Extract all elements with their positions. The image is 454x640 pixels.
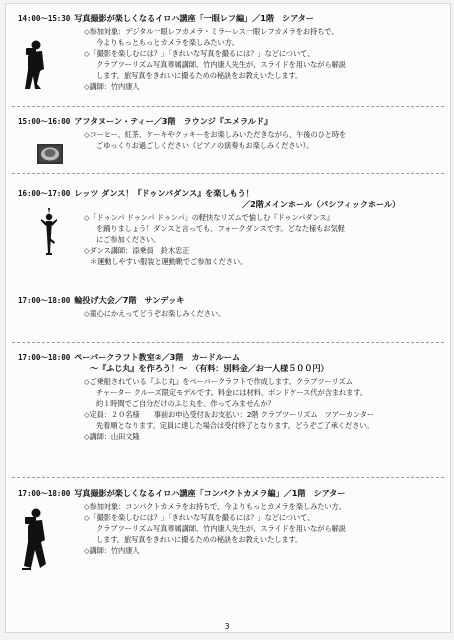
event-heading bbox=[18, 352, 240, 363]
event-time: 17:00～18:00 bbox=[18, 296, 71, 305]
section-divider bbox=[12, 173, 444, 174]
event-time: 17:00～18:00 bbox=[18, 489, 71, 498]
event-title: ペーパークラフト教室②／3階 カードルーム bbox=[74, 352, 240, 362]
event-line: ◇ダンス講師：添乗員 鈴木忠正 bbox=[84, 246, 190, 255]
event-time: 15:00～16:00 bbox=[18, 117, 71, 126]
photographer-icon bbox=[22, 40, 48, 90]
event-line: ◇ご乗船されている『ふじ丸』をペーパークラフトで作成します。クラブツーリズム bbox=[84, 377, 353, 386]
event-line: ◇講師：山田文隆 bbox=[84, 432, 140, 441]
event-heading bbox=[18, 295, 184, 306]
event-line: 先着順となります。定員に達した場合は受付終了となります。どうぞご了承ください。 bbox=[96, 421, 374, 430]
event-title: アフタヌーン・ティー／3階 ラウンジ『エメラルド』 bbox=[74, 116, 273, 126]
event-line: ＊運動しやすい服装と運動靴でご参加ください。 bbox=[90, 257, 248, 266]
photographer-icon bbox=[20, 508, 50, 570]
event-line: 今よりもっともっとカメラを楽しみたい方。 bbox=[96, 38, 239, 47]
section-divider bbox=[12, 342, 444, 343]
event-line: します。旅写真をきれいに撮るための秘訣をお教えいたします。 bbox=[96, 71, 303, 80]
event-title: レッツ ダンス！『ドゥンパダンス』を楽しもう！ bbox=[74, 188, 254, 198]
event-line: を踊りましょう！ダンスと言っても、フォークダンスです。どなた様もお気軽 bbox=[96, 224, 345, 233]
event-line: 約１時間でご自分だけのふじ丸を、作ってみませんか？ bbox=[96, 399, 275, 408]
section-divider bbox=[12, 106, 444, 107]
event-time: 17:00～18:00 bbox=[18, 353, 71, 362]
dancer-icon bbox=[40, 208, 58, 256]
event-line: ◇講師：竹内康人 bbox=[84, 546, 140, 555]
event-line: にご参加ください。 bbox=[96, 235, 161, 244]
event-title: 写真撮影が楽しくなるイロハ講座「コンパクトカメラ編」／1階 シアター bbox=[74, 488, 346, 498]
event-subtitle: ～『ふじ丸』を作ろう！～ （有料：別料金／お一人様５００円） bbox=[90, 363, 329, 373]
event-line: チャーター クルーズ限定モデルです。料金には材料、ボンドケース代が含まれます。 bbox=[96, 388, 367, 397]
event-line: クラブツーリズム写真専属講師、竹内康人先生が、スライドを用いながら解説 bbox=[96, 524, 346, 533]
event-line: ◇「撮影を楽しむには？」「きれいな写真を撮るには？」などについて、 bbox=[84, 513, 315, 522]
schedule-page bbox=[5, 3, 451, 633]
event-heading bbox=[18, 116, 272, 127]
event-line: します。旅写真をきれいに撮るための秘訣をお教えいたします。 bbox=[96, 535, 303, 544]
event-line: ◇童心にかえってどうぞお楽しみください。 bbox=[84, 309, 226, 318]
page-number: 3 bbox=[224, 622, 230, 631]
event-line: ◇「撮影を楽しむには？」「きれいな写真を撮るには？」などについて、 bbox=[84, 49, 315, 58]
event-line: ◇「ドゥンパ ドゥンパ ドゥンパ」の軽快なリズムで愉しむ『ドゥンパダンス』 bbox=[84, 213, 334, 222]
event-line: ◇参加対象：デジタル一眼レフカメラ・ミラーレス一眼レフカメラをお持ちで、 bbox=[84, 27, 339, 36]
event-line: ◇参加対象：コンパクトカメラをお持ちで、今よりもっとカメラを楽しみたい方。 bbox=[84, 502, 346, 511]
event-time: 14:00～15:30 bbox=[18, 14, 71, 23]
event-line: クラブツーリズム写真専属講師、竹内康人先生が、スライドを用いながら解説 bbox=[96, 60, 346, 69]
event-time: 16:00～17:00 bbox=[18, 189, 71, 198]
event-subtitle: ／2階メインホール（パシフィックホール） bbox=[242, 199, 401, 209]
event-heading bbox=[18, 488, 345, 499]
event-line: ごゆっくりお過ごしください（ピアノの演奏もお楽しみください）。 bbox=[96, 141, 314, 150]
event-heading bbox=[18, 13, 314, 24]
teacup-icon bbox=[36, 142, 64, 166]
event-title: 写真撮影が楽しくなるイロハ講座「一眼レフ編」／1階 シアター bbox=[74, 13, 314, 23]
event-title: 輪投げ大会／7階 サンデッキ bbox=[74, 295, 185, 305]
event-heading bbox=[18, 188, 254, 199]
section-divider bbox=[12, 477, 444, 478]
event-line: ◇定員：２０名様 事前お申込受付＆お支払い：2階 クラブツーリズム ツアーカンター bbox=[84, 410, 375, 419]
event-line: ◇コーヒー、紅茶、ケーキやクッキーをお楽しみいただきながら、午後のひと時を bbox=[84, 130, 347, 139]
event-line: ◇講師：竹内康人 bbox=[84, 82, 140, 91]
